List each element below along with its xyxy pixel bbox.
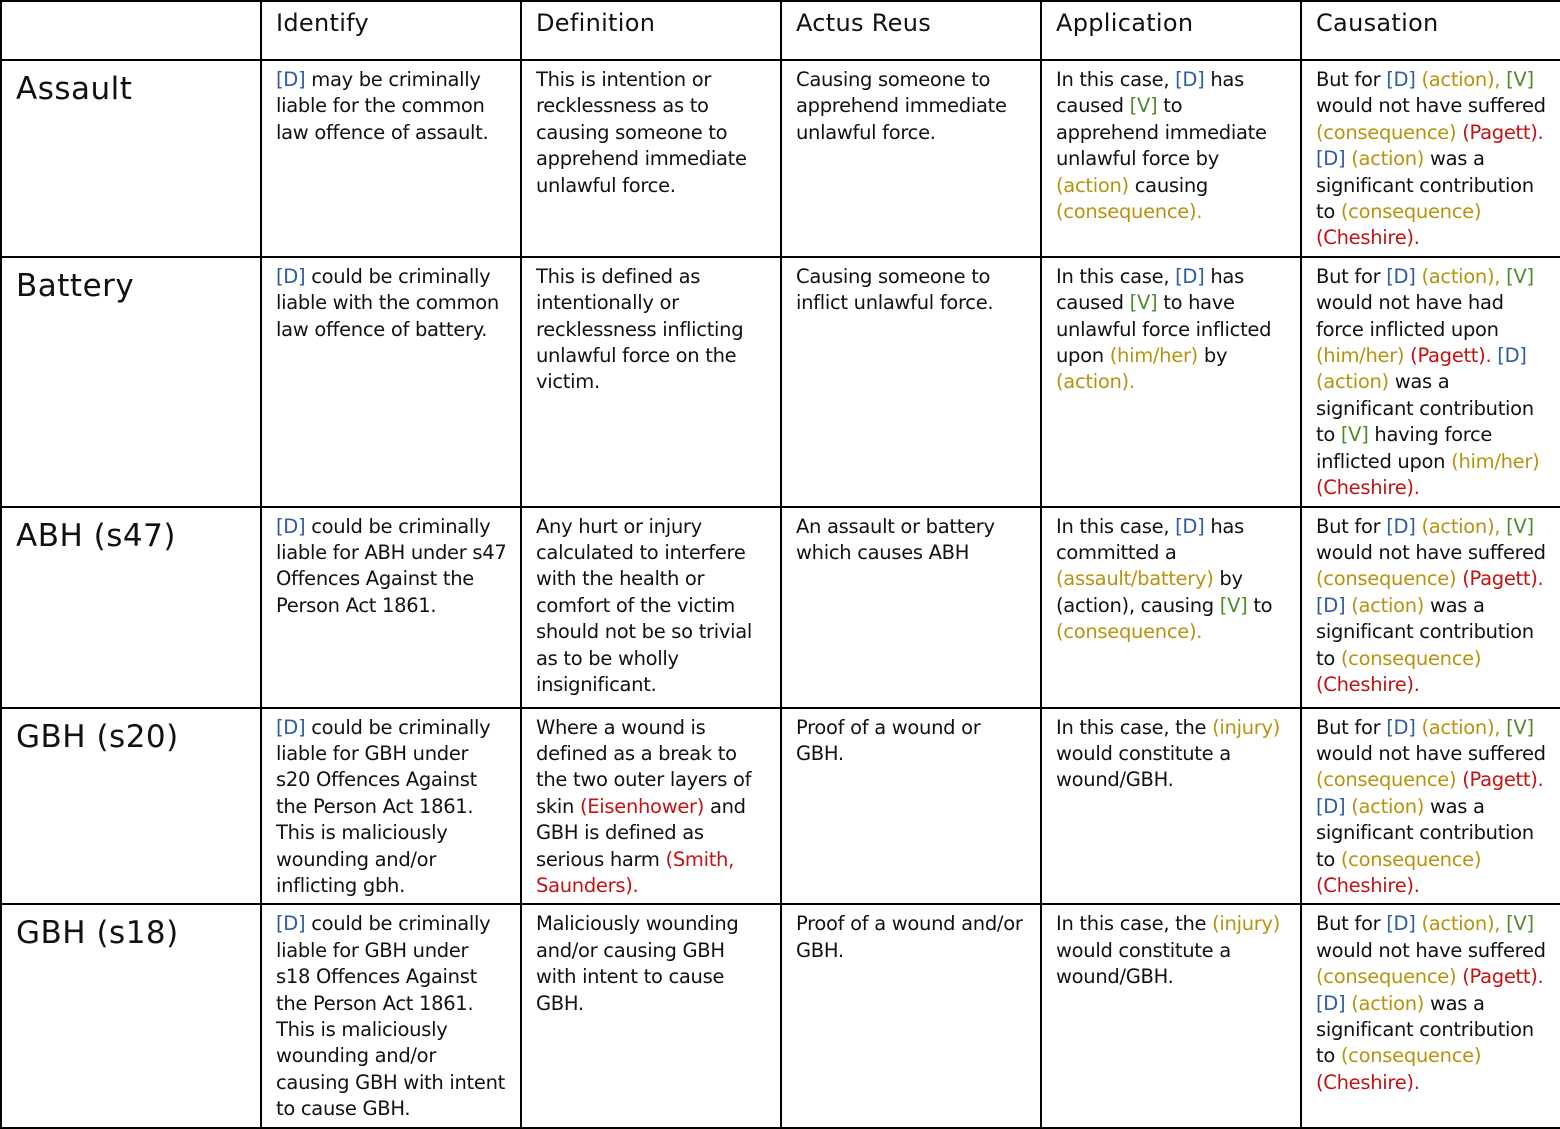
- cell-text-segment: would not have suffered: [1316, 938, 1546, 962]
- cell-identify: [261, 904, 521, 1127]
- cell-actus-reus: [781, 507, 1041, 708]
- cell-text-segment: by: [1197, 344, 1228, 368]
- cell-placeholder-segment: (action): [1351, 593, 1425, 617]
- cell-text-segment: was a significant contribution to: [1316, 991, 1534, 1068]
- cell-victim-segment: [V]: [1506, 68, 1534, 91]
- row-header-gbh-s18: GBH (s18): [1, 904, 261, 1127]
- cell-causation: [1301, 708, 1560, 905]
- cell-victim-segment: [V]: [1129, 291, 1158, 315]
- cell-application: [1041, 708, 1301, 905]
- cell-placeholder-segment: (action): [1316, 370, 1389, 394]
- cell-defendant-segment: [D]: [276, 912, 306, 936]
- cell-text-segment: has caused: [1056, 68, 1244, 118]
- cell-defendant-segment: [D]: [1316, 593, 1346, 617]
- cell-defendant-segment: [D]: [1386, 715, 1416, 739]
- cell-text-segment: Any hurt or injury calculated to interfere with the health or comfort of the victim should not be so trivial as to be wholly insignificant.: [536, 514, 753, 696]
- cell-case-segment: (Pagett).: [1462, 120, 1544, 144]
- cell-case-segment: (Cheshire).: [1316, 672, 1420, 696]
- cell-placeholder-segment: (action),: [1421, 264, 1507, 288]
- cell-causation: [1301, 904, 1560, 1127]
- cell-placeholder-segment: (consequence): [1316, 120, 1457, 144]
- cell-causation: [1301, 507, 1560, 708]
- cell-text-segment: But for: [1316, 514, 1387, 538]
- cell-text-segment: This is intention or recklessness as to causing someone to apprehend immediate unlawful force.: [536, 68, 747, 197]
- cell-defendant-segment: [D]: [1175, 514, 1205, 538]
- cell-text-segment: But for: [1316, 715, 1387, 739]
- row-header-gbh-s20: GBH (s20): [1, 708, 261, 905]
- table-row-gbh-s20: [1, 708, 1560, 905]
- cell-victim-segment: [V]: [1506, 912, 1534, 936]
- cell-victim-segment: [V]: [1506, 264, 1534, 288]
- cell-text-segment: would not have suffered: [1316, 540, 1546, 564]
- cell-placeholder-segment: (consequence): [1340, 646, 1482, 670]
- cell-defendant-segment: [D]: [1497, 344, 1527, 368]
- cell-actus-reus: [781, 60, 1041, 257]
- cell-text-segment: Proof of a wound and/or GBH.: [796, 912, 1023, 962]
- header-cell-definition: Definition: [521, 1, 781, 60]
- cell-defendant-segment: [D]: [1316, 794, 1346, 818]
- cell-case-segment: (Smith, Saunders).: [536, 847, 735, 897]
- cell-text-segment: An assault or battery which causes ABH: [796, 514, 995, 564]
- cell-text-segment: But for: [1316, 912, 1387, 936]
- cell-placeholder-segment: (consequence): [1340, 200, 1482, 224]
- cell-identify: [261, 507, 521, 708]
- cell-text-segment: to: [1247, 593, 1273, 617]
- cell-placeholder-segment: (consequence).: [1056, 200, 1203, 224]
- cell-placeholder-segment: (action),: [1421, 514, 1507, 538]
- cell-placeholder-segment: (injury): [1212, 715, 1281, 739]
- cell-text-segment: could be criminally liable for GBH under s20 Offences Against the Person Act 1861. This is maliciously wounding and/or inflicting gbh.: [276, 715, 491, 897]
- header-cell-corner: [1, 1, 261, 60]
- cell-actus-reus: [781, 904, 1041, 1127]
- cell-case-segment: (Cheshire).: [1316, 226, 1420, 250]
- cell-defendant-segment: [D]: [276, 264, 306, 288]
- cell-placeholder-segment: (consequence): [1316, 768, 1457, 792]
- cell-placeholder-segment: (assault/battery): [1056, 567, 1214, 591]
- cell-text-segment: was a significant contribution to: [1316, 593, 1534, 670]
- cell-text-segment: would not have suffered: [1316, 94, 1546, 118]
- cell-case-segment: (Eisenhower): [579, 794, 705, 818]
- cell-defendant-segment: [D]: [276, 715, 306, 739]
- cell-placeholder-segment: (action): [1351, 991, 1425, 1015]
- cell-text-segment: This is defined as intentionally or recklessness inflicting unlawful force on the victim.: [536, 264, 744, 394]
- cell-placeholder-segment: (consequence).: [1056, 620, 1203, 644]
- cell-text-segment: In this case,: [1056, 264, 1176, 288]
- cell-text-segment: could be criminally liable for ABH under s47 Offences Against the Person Act 1861.: [276, 514, 507, 617]
- cell-text-segment: was a significant contribution to: [1316, 370, 1534, 447]
- cell-defendant-segment: [D]: [1386, 912, 1416, 936]
- cell-definition: [521, 60, 781, 257]
- cell-defendant-segment: [D]: [276, 514, 306, 538]
- cell-text-segment: In this case,: [1056, 68, 1176, 91]
- cell-application: [1041, 904, 1301, 1127]
- cell-placeholder-segment: (consequence): [1340, 847, 1482, 871]
- cell-text-segment: and GBH is defined as serious harm: [536, 794, 746, 871]
- row-header-assault: Assault: [1, 60, 261, 257]
- cell-placeholder-segment: (action): [1351, 794, 1425, 818]
- cell-case-segment: (Cheshire).: [1316, 873, 1420, 897]
- cell-placeholder-segment: (him/her): [1316, 344, 1405, 368]
- cell-defendant-segment: [D]: [1316, 991, 1346, 1015]
- cell-text-segment: would constitute a wound/GBH.: [1056, 938, 1231, 989]
- header-cell-identify: Identify: [261, 1, 521, 60]
- cell-causation: [1301, 60, 1560, 257]
- cell-placeholder-segment: (action),: [1421, 68, 1507, 91]
- cell-text-segment: But for: [1316, 68, 1387, 91]
- cell-defendant-segment: [D]: [1386, 264, 1416, 288]
- cell-text-segment: causing: [1128, 173, 1208, 197]
- cell-identify: [261, 60, 521, 257]
- cell-placeholder-segment: (him/her): [1109, 344, 1198, 368]
- cell-causation: [1301, 257, 1560, 507]
- cell-defendant-segment: [D]: [1175, 264, 1205, 288]
- cell-identify: [261, 708, 521, 905]
- cell-victim-segment: [V]: [1506, 514, 1534, 538]
- cell-application: [1041, 60, 1301, 257]
- cell-text-segment: would not have suffered: [1316, 741, 1546, 765]
- cell-text-segment: to apprehend immediate unlawful force by: [1056, 94, 1267, 171]
- cell-text-segment: In this case, the: [1056, 715, 1213, 739]
- cell-identify: [261, 257, 521, 507]
- cell-definition: [521, 708, 781, 905]
- cell-defendant-segment: [D]: [1386, 68, 1416, 91]
- cell-case-segment: (Cheshire).: [1316, 1070, 1420, 1094]
- cell-text-segment: In this case,: [1056, 514, 1176, 538]
- table-row-gbh-s18: [1, 904, 1560, 1127]
- cell-victim-segment: [V]: [1219, 593, 1248, 617]
- cell-text-segment: was a significant contribution to: [1316, 794, 1534, 871]
- table-row-battery: [1, 257, 1560, 507]
- cell-text-segment: Proof of a wound or GBH.: [796, 715, 981, 765]
- cell-text-segment: was a significant contribution to: [1316, 147, 1534, 224]
- cell-case-segment: (Pagett).: [1462, 965, 1544, 989]
- cell-placeholder-segment: (action): [1351, 147, 1425, 171]
- cell-text-segment: has caused: [1056, 264, 1244, 315]
- cell-text-segment: But for: [1316, 264, 1387, 288]
- cell-victim-segment: [V]: [1129, 94, 1158, 118]
- header-row: [1, 1, 1560, 60]
- cell-text-segment: Causing someone to inflict unlawful force.: [796, 264, 994, 315]
- cell-placeholder-segment: (him/her): [1451, 449, 1540, 473]
- table-row-abh-s47: [1, 507, 1560, 708]
- cell-defendant-segment: [D]: [1386, 514, 1416, 538]
- cell-definition: [521, 507, 781, 708]
- cell-text-segment: to have unlawful force inflicted upon: [1056, 291, 1272, 368]
- cell-text-segment: Where a wound is defined as a break to the two outer layers of skin: [536, 715, 752, 818]
- cell-text-segment: could be criminally liable for GBH under s18 Offences Against the Person Act 1861. This is maliciously wounding and/or causing GBH with intent to cause GBH.: [276, 912, 505, 1121]
- cell-application: [1041, 507, 1301, 708]
- cell-text-segment: has committed a: [1056, 514, 1244, 564]
- table-row-assault: [1, 60, 1560, 257]
- cell-defendant-segment: [D]: [1175, 68, 1205, 91]
- cell-placeholder-segment: (consequence): [1316, 567, 1457, 591]
- cell-text-segment: may be criminally liable for the common law offence of assault.: [276, 68, 489, 144]
- cell-case-segment: (Pagett).: [1462, 768, 1544, 792]
- cell-victim-segment: [V]: [1506, 715, 1534, 739]
- cell-application: [1041, 257, 1301, 507]
- cell-text-segment: Causing someone to apprehend immediate unlawful force.: [796, 68, 1007, 144]
- cell-placeholder-segment: (consequence): [1340, 1044, 1482, 1068]
- cell-text-segment: could be criminally liable with the common law offence of battery.: [276, 264, 499, 341]
- cell-placeholder-segment: (injury): [1212, 912, 1281, 936]
- header-cell-application: Application: [1041, 1, 1301, 60]
- cell-defendant-segment: [D]: [1316, 147, 1346, 171]
- cell-case-segment: (Pagett).: [1462, 567, 1544, 591]
- cell-defendant-segment: [D]: [276, 68, 306, 91]
- cell-placeholder-segment: (consequence): [1316, 965, 1457, 989]
- cell-placeholder-segment: (action),: [1421, 715, 1507, 739]
- cell-placeholder-segment: (action),: [1421, 912, 1507, 936]
- cell-text-segment: would constitute a wound/GBH.: [1056, 741, 1231, 792]
- cell-text-segment: having force inflicted upon: [1316, 423, 1493, 473]
- cell-actus-reus: [781, 708, 1041, 905]
- row-header-battery: Battery: [1, 257, 261, 507]
- cell-placeholder-segment: (action).: [1056, 370, 1135, 394]
- cell-text-segment: In this case, the: [1056, 912, 1213, 936]
- header-cell-causation: Causation: [1301, 1, 1560, 60]
- cell-text-segment: would not have had force inflicted upon: [1316, 291, 1504, 341]
- cell-actus-reus: [781, 257, 1041, 507]
- cell-text-segment: by (action), causing: [1056, 567, 1243, 617]
- cell-definition: [521, 257, 781, 507]
- header-cell-actus-reus: Actus Reus: [781, 1, 1041, 60]
- cell-case-segment: (Cheshire).: [1316, 476, 1420, 500]
- row-header-abh-s47: ABH (s47): [1, 507, 261, 708]
- cell-placeholder-segment: (action): [1056, 173, 1129, 197]
- cell-definition: [521, 904, 781, 1127]
- cell-text-segment: Maliciously wounding and/or causing GBH with intent to cause GBH.: [536, 912, 739, 1015]
- cell-case-segment: (Pagett).: [1410, 344, 1492, 368]
- cell-victim-segment: [V]: [1340, 423, 1369, 447]
